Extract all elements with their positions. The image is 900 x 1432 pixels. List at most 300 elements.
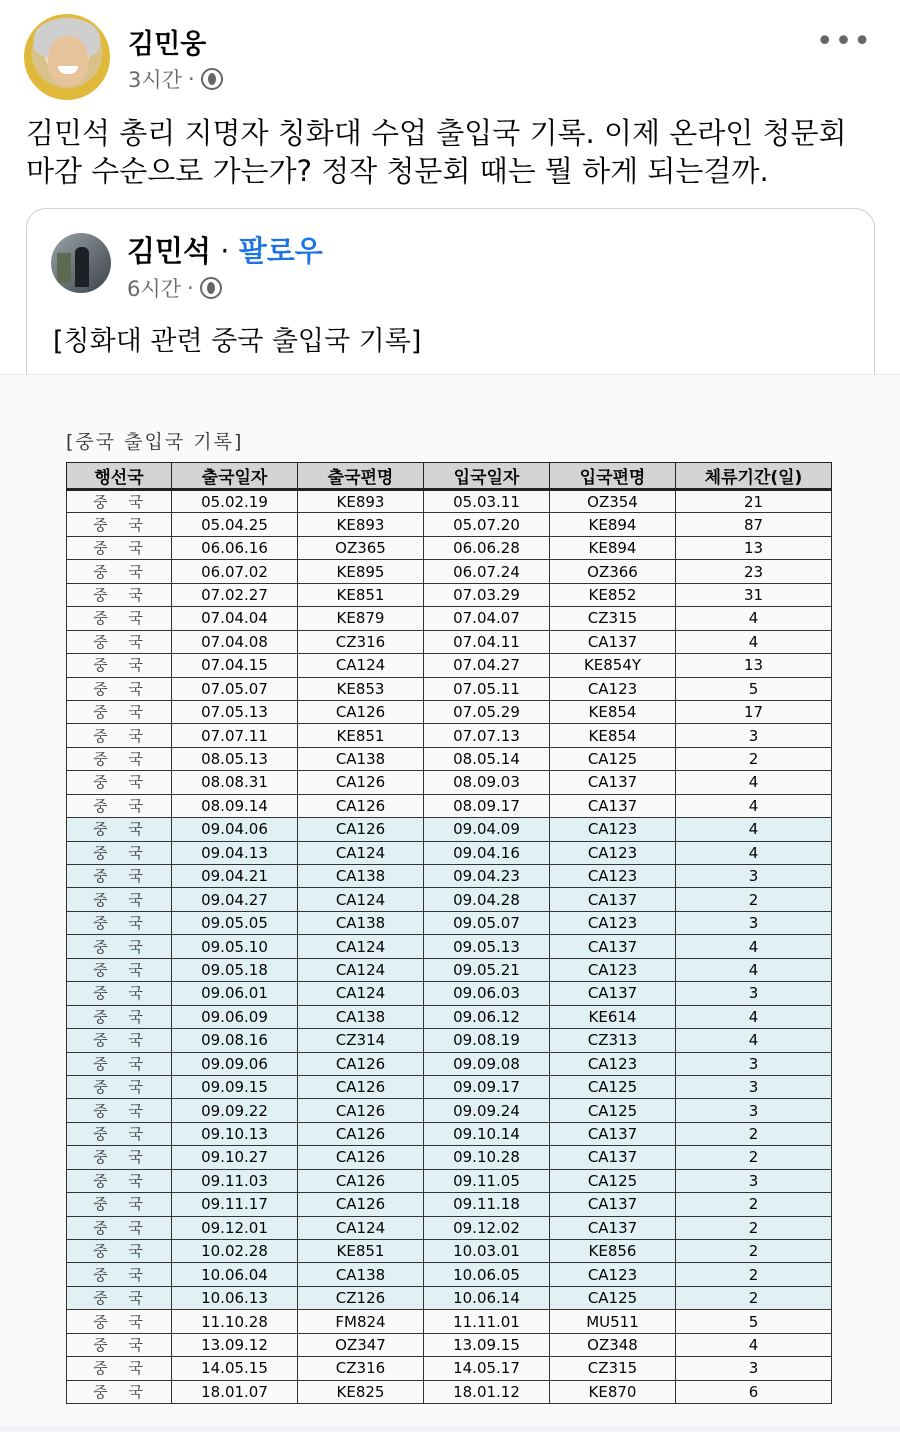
table-cell: 06.07.02: [172, 560, 298, 583]
table-cell: 중 국: [67, 1099, 172, 1122]
table-cell: 09.04.16: [424, 841, 550, 864]
table-cell: CZ126: [298, 1286, 424, 1309]
table-cell: 13.09.15: [424, 1333, 550, 1356]
table-cell: 06.06.16: [172, 536, 298, 559]
table-cell: 09.11.03: [172, 1169, 298, 1192]
table-cell: 중 국: [67, 865, 172, 888]
table-cell: 09.09.22: [172, 1099, 298, 1122]
table-row: [67, 747, 832, 770]
table-row: [67, 1169, 832, 1192]
table-cell: 09.10.13: [172, 1122, 298, 1145]
table-cell: 10.06.13: [172, 1286, 298, 1309]
table-cell: 중 국: [67, 841, 172, 864]
shared-meta: [127, 273, 222, 303]
table-cell: 09.11.05: [424, 1169, 550, 1192]
table-cell: 4: [676, 1029, 832, 1052]
table-cell: 31: [676, 583, 832, 606]
table-cell: 4: [676, 841, 832, 864]
table-cell: 09.09.06: [172, 1052, 298, 1075]
table-row: [67, 1005, 832, 1028]
table-row: [67, 818, 832, 841]
table-cell: 3: [676, 724, 832, 747]
table-cell: 중 국: [67, 1310, 172, 1333]
table-cell: 05.03.11: [424, 490, 550, 513]
table-cell: KE825: [298, 1380, 424, 1403]
table-cell: 3: [676, 1169, 832, 1192]
table-cell: KE851: [298, 1240, 424, 1263]
table-cell: 18.01.07: [172, 1380, 298, 1403]
table-cell: CA123: [550, 1052, 676, 1075]
table-cell: 09.08.19: [424, 1029, 550, 1052]
table-cell: 중 국: [67, 1193, 172, 1216]
table-row: [67, 1333, 832, 1356]
table-cell: CA126: [298, 771, 424, 794]
table-cell: CA137: [550, 1122, 676, 1145]
table-cell: OZ347: [298, 1333, 424, 1356]
table-header-row: [67, 463, 832, 490]
table-cell: 2: [676, 1240, 832, 1263]
table-cell: 10.02.28: [172, 1240, 298, 1263]
table-cell: CA126: [298, 1193, 424, 1216]
table-cell: 4: [676, 818, 832, 841]
table-cell: CA126: [298, 1099, 424, 1122]
table-cell: 09.04.21: [172, 865, 298, 888]
table-row: [67, 1029, 832, 1052]
table-cell: KE851: [298, 724, 424, 747]
table-cell: 09.05.07: [424, 911, 550, 934]
table-cell: CA138: [298, 1263, 424, 1286]
table-cell: 13: [676, 654, 832, 677]
table-cell: 09.09.17: [424, 1075, 550, 1098]
table-cell: FM824: [298, 1310, 424, 1333]
table-cell: CZ315: [550, 607, 676, 630]
table-cell: 11.11.01: [424, 1310, 550, 1333]
table-cell: MU511: [550, 1310, 676, 1333]
table-cell: 3: [676, 911, 832, 934]
table-row: [67, 958, 832, 981]
meta-dot: ·: [187, 67, 195, 91]
table-row: [67, 794, 832, 817]
table-cell: 10.06.04: [172, 1263, 298, 1286]
table-row: [67, 560, 832, 583]
table-cell: 중 국: [67, 1380, 172, 1403]
table-cell: CA123: [550, 958, 676, 981]
table-cell: 07.04.15: [172, 654, 298, 677]
table-cell: KE879: [298, 607, 424, 630]
table-cell: CA137: [550, 771, 676, 794]
table-cell: 3: [676, 1075, 832, 1098]
table-cell: KE893: [298, 513, 424, 536]
table-cell: 중 국: [67, 583, 172, 606]
table-cell: KE894: [550, 513, 676, 536]
table-cell: 08.05.14: [424, 747, 550, 770]
table-cell: 06.07.24: [424, 560, 550, 583]
table-cell: 중 국: [67, 1240, 172, 1263]
table-cell: 07.05.13: [172, 700, 298, 723]
table-cell: 09.04.13: [172, 841, 298, 864]
table-cell: 3: [676, 1052, 832, 1075]
table-cell: 4: [676, 630, 832, 653]
table-cell: KE894: [550, 536, 676, 559]
table-row: [67, 700, 832, 723]
table-row: [67, 1240, 832, 1263]
table-cell: 3: [676, 1099, 832, 1122]
table-cell: CA138: [298, 1005, 424, 1028]
table-cell: CA124: [298, 1216, 424, 1239]
table-cell: 중 국: [67, 1146, 172, 1169]
table-cell: 중 국: [67, 888, 172, 911]
table-cell: 09.04.06: [172, 818, 298, 841]
table-cell: 09.05.05: [172, 911, 298, 934]
table-row: [67, 583, 832, 606]
table-row: [67, 1286, 832, 1309]
table-cell: CA126: [298, 794, 424, 817]
table-cell: CA125: [550, 1075, 676, 1098]
table-cell: CA125: [550, 747, 676, 770]
table-cell: 08.09.14: [172, 794, 298, 817]
table-cell: CA138: [298, 865, 424, 888]
table-cell: 5: [676, 1310, 832, 1333]
table-cell: KE854: [550, 724, 676, 747]
table-row: [67, 1075, 832, 1098]
table-cell: 4: [676, 607, 832, 630]
table-row: [67, 630, 832, 653]
table-cell: 14.05.15: [172, 1357, 298, 1380]
table-cell: 09.06.03: [424, 982, 550, 1005]
table-cell: 08.09.03: [424, 771, 550, 794]
table-cell: 08.08.31: [172, 771, 298, 794]
table-cell: 09.11.17: [172, 1193, 298, 1216]
table-cell: 중 국: [67, 935, 172, 958]
table-cell: 2: [676, 1263, 832, 1286]
table-cell: 중 국: [67, 958, 172, 981]
table-cell: 07.05.11: [424, 677, 550, 700]
table-row: [67, 1263, 832, 1286]
table-cell: 09.05.13: [424, 935, 550, 958]
table-cell: 14.05.17: [424, 1357, 550, 1380]
document-image[interactable]: [0, 374, 900, 1426]
table-cell: 4: [676, 935, 832, 958]
shared-post-text: [칭화대 관련 중국 출입국 기록]: [53, 326, 422, 357]
table-row: [67, 1380, 832, 1403]
table-cell: 중 국: [67, 1075, 172, 1098]
immigration-records-table: [66, 462, 832, 1404]
table-cell: 4: [676, 958, 832, 981]
table-cell: 10.03.01: [424, 1240, 550, 1263]
table-cell: CA126: [298, 1075, 424, 1098]
table-cell: CA123: [550, 677, 676, 700]
table-cell: 09.09.15: [172, 1075, 298, 1098]
table-cell: 13: [676, 536, 832, 559]
column-header: 입국편명: [550, 463, 676, 490]
globe-icon: [200, 277, 222, 299]
table-cell: 2: [676, 747, 832, 770]
table-cell: 중 국: [67, 724, 172, 747]
table-cell: 중 국: [67, 1333, 172, 1356]
table-cell: 2: [676, 1146, 832, 1169]
table-cell: 17: [676, 700, 832, 723]
more-options-button[interactable]: •••: [815, 24, 872, 59]
column-header: 출국편명: [298, 463, 424, 490]
table-cell: 09.06.01: [172, 982, 298, 1005]
table-cell: KE854Y: [550, 654, 676, 677]
shared-dot: ·: [211, 234, 239, 268]
table-cell: 09.05.18: [172, 958, 298, 981]
post-time[interactable]: 3시간: [128, 68, 182, 92]
table-cell: 4: [676, 794, 832, 817]
table-cell: CA123: [550, 818, 676, 841]
follow-button[interactable]: 팔로우: [238, 234, 323, 268]
table-row: [67, 1310, 832, 1333]
table-cell: 중 국: [67, 607, 172, 630]
table-cell: 중 국: [67, 1216, 172, 1239]
table-cell: CA126: [298, 1052, 424, 1075]
table-row: [67, 677, 832, 700]
table-cell: CA137: [550, 1193, 676, 1216]
shared-author-name[interactable]: 김민석: [127, 234, 212, 268]
table-cell: 4: [676, 1333, 832, 1356]
table-cell: OZ354: [550, 490, 676, 513]
table-cell: 10.06.14: [424, 1286, 550, 1309]
table-cell: KE895: [298, 560, 424, 583]
table-row: [67, 888, 832, 911]
table-cell: 07.04.11: [424, 630, 550, 653]
table-cell: 중 국: [67, 536, 172, 559]
table-cell: 09.04.27: [172, 888, 298, 911]
table-cell: 중 국: [67, 677, 172, 700]
table-cell: 09.12.01: [172, 1216, 298, 1239]
table-row: [67, 1099, 832, 1122]
table-cell: CZ315: [550, 1357, 676, 1380]
table-cell: KE893: [298, 490, 424, 513]
column-header: 체류기간(일): [676, 463, 832, 490]
table-cell: CA138: [298, 747, 424, 770]
table-cell: KE870: [550, 1380, 676, 1403]
table-cell: 05.02.19: [172, 490, 298, 513]
table-cell: 중 국: [67, 1052, 172, 1075]
table-cell: OZ365: [298, 536, 424, 559]
table-cell: 07.05.07: [172, 677, 298, 700]
table-cell: 07.04.08: [172, 630, 298, 653]
table-cell: 중 국: [67, 771, 172, 794]
table-cell: KE852: [550, 583, 676, 606]
table-cell: CA137: [550, 630, 676, 653]
table-cell: 중 국: [67, 911, 172, 934]
column-header: 출국일자: [172, 463, 298, 490]
table-cell: 13.09.12: [172, 1333, 298, 1356]
table-cell: 07.07.11: [172, 724, 298, 747]
shared-time[interactable]: 6시간: [127, 277, 181, 301]
table-cell: 2: [676, 1286, 832, 1309]
table-cell: CA126: [298, 1122, 424, 1145]
table-cell: CZ313: [550, 1029, 676, 1052]
table-cell: 87: [676, 513, 832, 536]
table-cell: 중 국: [67, 982, 172, 1005]
table-cell: 09.10.27: [172, 1146, 298, 1169]
table-cell: CA137: [550, 982, 676, 1005]
table-cell: 09.09.24: [424, 1099, 550, 1122]
table-cell: CA123: [550, 841, 676, 864]
column-header: 입국일자: [424, 463, 550, 490]
table-row: [67, 911, 832, 934]
table-cell: 중 국: [67, 560, 172, 583]
table-cell: 09.10.28: [424, 1146, 550, 1169]
globe-icon: [201, 68, 223, 90]
table-cell: 07.04.07: [424, 607, 550, 630]
table-cell: CZ316: [298, 1357, 424, 1380]
table-cell: 07.04.04: [172, 607, 298, 630]
table-cell: 중 국: [67, 630, 172, 653]
table-cell: 09.04.23: [424, 865, 550, 888]
table-cell: 5: [676, 677, 832, 700]
table-cell: CZ316: [298, 630, 424, 653]
table-cell: KE851: [298, 583, 424, 606]
table-cell: 중 국: [67, 1263, 172, 1286]
table-cell: 중 국: [67, 818, 172, 841]
table-cell: CA124: [298, 888, 424, 911]
table-row: [67, 771, 832, 794]
table-row: [67, 724, 832, 747]
table-cell: 08.05.13: [172, 747, 298, 770]
table-row: [67, 1146, 832, 1169]
table-cell: CA124: [298, 841, 424, 864]
table-body: [67, 490, 832, 1404]
table-cell: CA138: [298, 911, 424, 934]
table-cell: 23: [676, 560, 832, 583]
table-cell: 09.05.10: [172, 935, 298, 958]
table-cell: 05.07.20: [424, 513, 550, 536]
table-cell: KE853: [298, 677, 424, 700]
table-row: [67, 841, 832, 864]
table-cell: 2: [676, 1216, 832, 1239]
table-cell: CA125: [550, 1099, 676, 1122]
table-cell: 중 국: [67, 747, 172, 770]
post-header: [24, 14, 876, 100]
table-cell: 08.09.17: [424, 794, 550, 817]
table-cell: CZ314: [298, 1029, 424, 1052]
author-avatar[interactable]: [24, 14, 110, 100]
table-cell: OZ348: [550, 1333, 676, 1356]
table-cell: CA125: [550, 1169, 676, 1192]
table-cell: CA137: [550, 888, 676, 911]
table-cell: CA123: [550, 911, 676, 934]
table-row: [67, 490, 832, 513]
table-cell: 09.04.09: [424, 818, 550, 841]
table-cell: 21: [676, 490, 832, 513]
shared-author-line: [127, 229, 323, 270]
shared-post-card[interactable]: [26, 208, 875, 374]
table-cell: 3: [676, 865, 832, 888]
table-cell: CA124: [298, 958, 424, 981]
table-cell: 2: [676, 888, 832, 911]
table-cell: CA126: [298, 700, 424, 723]
table-cell: 중 국: [67, 1005, 172, 1028]
table-cell: CA137: [550, 1146, 676, 1169]
table-cell: 2: [676, 1193, 832, 1216]
table-cell: 09.09.08: [424, 1052, 550, 1075]
table-cell: CA137: [550, 935, 676, 958]
table-cell: CA126: [298, 818, 424, 841]
table-cell: 3: [676, 1357, 832, 1380]
table-cell: 09.10.14: [424, 1122, 550, 1145]
table-cell: 07.04.27: [424, 654, 550, 677]
table-cell: CA124: [298, 935, 424, 958]
table-row: [67, 513, 832, 536]
table-cell: 09.04.28: [424, 888, 550, 911]
table-row: [67, 935, 832, 958]
table-cell: 09.12.02: [424, 1216, 550, 1239]
table-cell: 4: [676, 1005, 832, 1028]
table-cell: CA123: [550, 865, 676, 888]
table-cell: CA124: [298, 654, 424, 677]
table-row: [67, 1193, 832, 1216]
table-cell: 중 국: [67, 1122, 172, 1145]
table-cell: CA126: [298, 1169, 424, 1192]
table-row: [67, 607, 832, 630]
table-cell: 06.06.28: [424, 536, 550, 559]
table-cell: 09.05.21: [424, 958, 550, 981]
table-cell: CA125: [550, 1286, 676, 1309]
table-cell: 중 국: [67, 794, 172, 817]
table-row: [67, 865, 832, 888]
table-cell: 6: [676, 1380, 832, 1403]
table-cell: 중 국: [67, 490, 172, 513]
post-meta: [128, 64, 223, 94]
table-cell: OZ366: [550, 560, 676, 583]
table-cell: 3: [676, 982, 832, 1005]
table-cell: 07.07.13: [424, 724, 550, 747]
table-row: [67, 654, 832, 677]
table-cell: 중 국: [67, 1286, 172, 1309]
table-cell: 09.11.18: [424, 1193, 550, 1216]
table-cell: KE854: [550, 700, 676, 723]
column-header: 행선국: [67, 463, 172, 490]
table-cell: CA124: [298, 982, 424, 1005]
table-cell: 중 국: [67, 1169, 172, 1192]
post-divider: [0, 1426, 900, 1432]
table-cell: 2: [676, 1122, 832, 1145]
table-cell: 18.01.12: [424, 1380, 550, 1403]
table-cell: 07.05.29: [424, 700, 550, 723]
document-title: [중국 출입국 기록]: [66, 431, 244, 453]
shared-author-avatar[interactable]: [51, 233, 111, 293]
table-cell: 중 국: [67, 654, 172, 677]
table-cell: 4: [676, 771, 832, 794]
table-cell: CA137: [550, 794, 676, 817]
table-cell: 07.03.29: [424, 583, 550, 606]
author-name[interactable]: 김민웅: [128, 29, 207, 60]
table-cell: 09.06.09: [172, 1005, 298, 1028]
shared-meta-dot: ·: [186, 276, 194, 300]
table-cell: 중 국: [67, 1029, 172, 1052]
table-cell: 05.04.25: [172, 513, 298, 536]
table-cell: 중 국: [67, 700, 172, 723]
table-row: [67, 1122, 832, 1145]
table-row: [67, 982, 832, 1005]
table-cell: 09.06.12: [424, 1005, 550, 1028]
table-cell: 10.06.05: [424, 1263, 550, 1286]
table-cell: CA123: [550, 1263, 676, 1286]
post-text: 김민석 총리 지명자 칭화대 수업 출입국 기록. 이제 온라인 청문회 마감 수순으로 가는가? 정작 청문회 때는 뭘 하게 되는걸까.: [26, 116, 847, 188]
table-cell: CA137: [550, 1216, 676, 1239]
table-cell: 중 국: [67, 513, 172, 536]
table-row: [67, 1357, 832, 1380]
table-cell: 11.10.28: [172, 1310, 298, 1333]
table-cell: 중 국: [67, 1357, 172, 1380]
table-row: [67, 1216, 832, 1239]
table-row: [67, 1052, 832, 1075]
table-cell: CA126: [298, 1146, 424, 1169]
